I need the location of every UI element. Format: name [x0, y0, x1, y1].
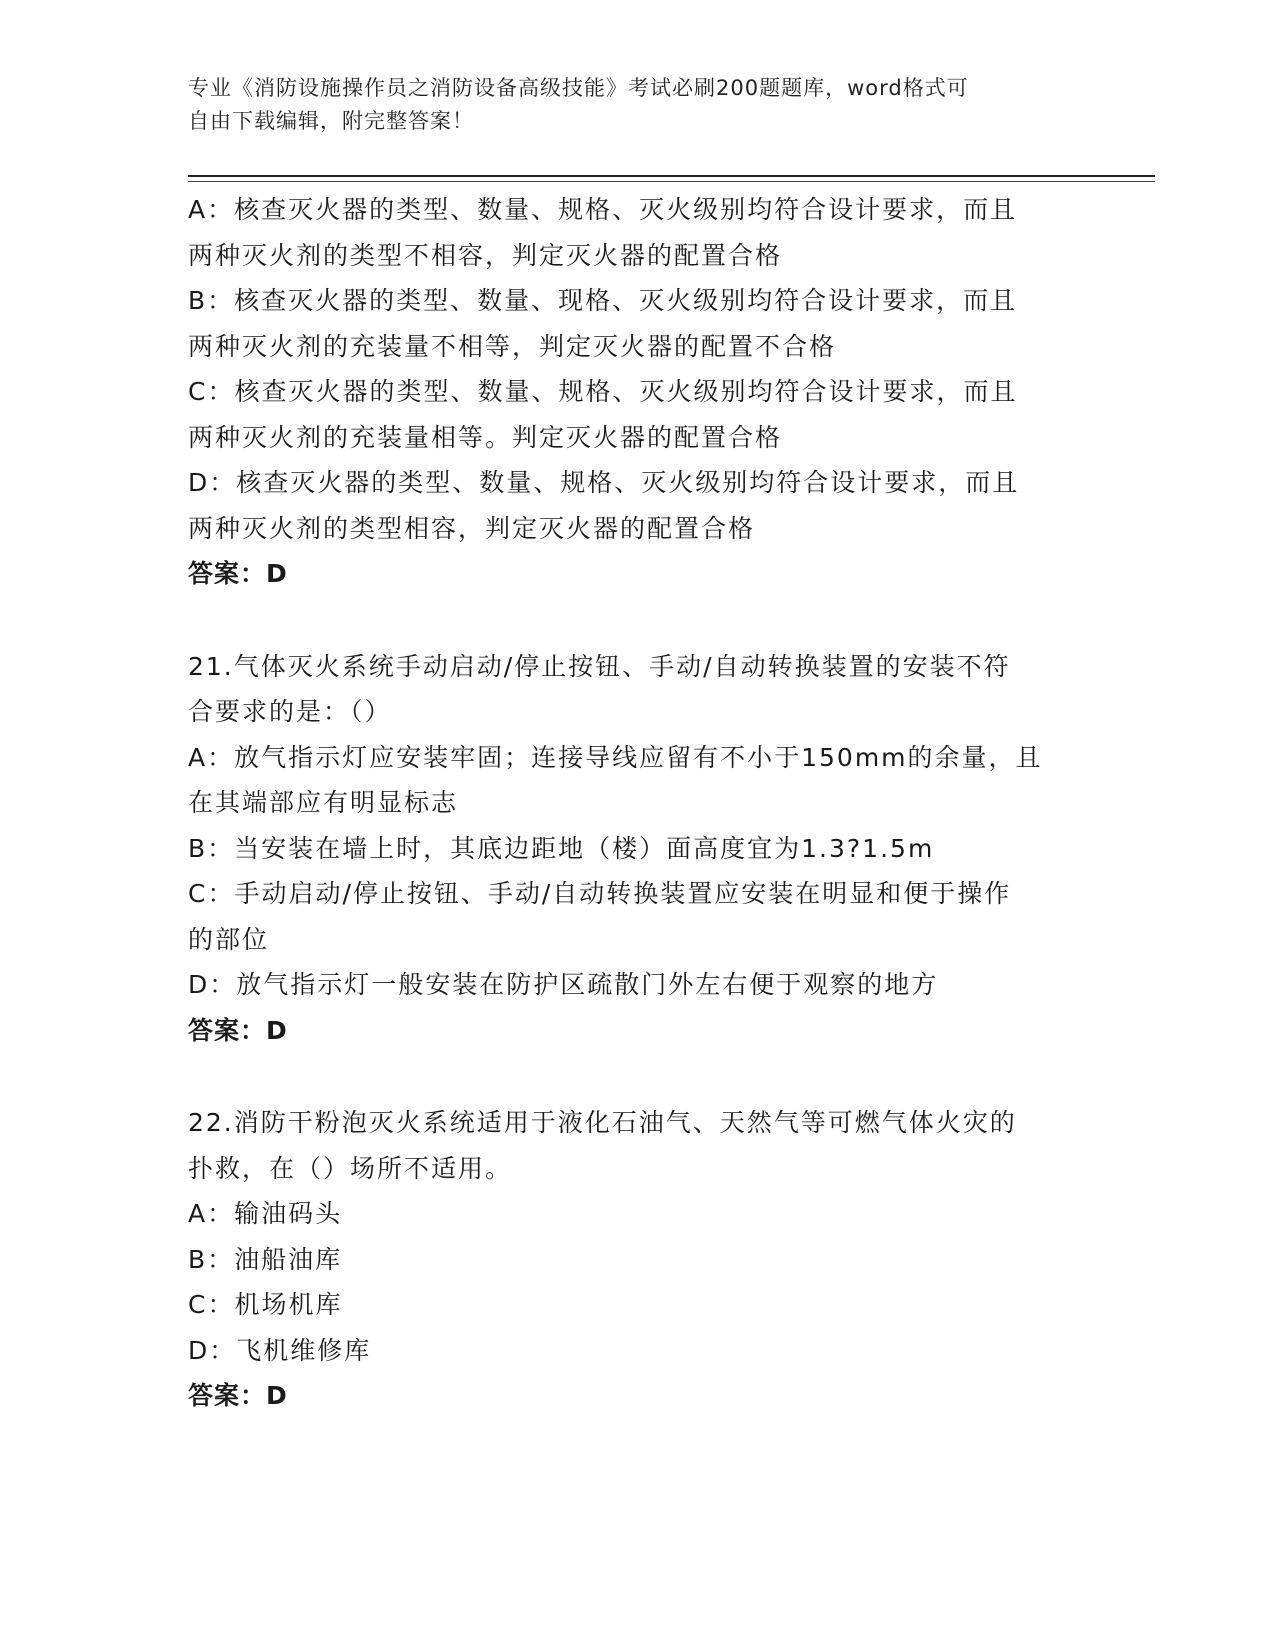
- option-c-line-2: 两种灭火剂的充装量相等。判定灭火器的配置合格: [188, 422, 783, 452]
- header-line-1: 专业《消防设施操作员之消防设备高级技能》考试必刷200题题库，word格式可: [188, 76, 969, 100]
- option-a: A：输油码头: [188, 1199, 343, 1228]
- option-b-line-2: 两种灭火剂的充装量不相等，判定灭火器的配置不合格: [188, 331, 837, 361]
- answer-line: 答案：D: [188, 1381, 288, 1410]
- option-a-line-2: 在其端部应有明显标志: [188, 788, 459, 817]
- option-d: [188, 460, 1078, 551]
- question-stem-line-1: 22.消防干粉泡灭火系统适用于液化石油气、天然气等可燃气体火灾的: [188, 1108, 1017, 1137]
- option-b-line-1: B：当安装在墙上时，其底边距地（楼）面高度宜为1.3?1.5m: [188, 833, 935, 863]
- option-b: B：油船油库: [188, 1244, 343, 1274]
- document-header: [188, 72, 1068, 138]
- header-rule-thin: [188, 181, 1155, 182]
- question-stem: [188, 1100, 1078, 1191]
- question-stem: [188, 644, 1078, 735]
- option-d: [188, 962, 1078, 1008]
- answer-line: 答案：D: [188, 559, 288, 588]
- header-line-2: 自由下载编辑，附完整答案！: [188, 109, 474, 133]
- question-21: [188, 644, 1078, 1054]
- option-c: [188, 871, 1078, 962]
- option-a-line-1: A：放气指示灯应安装牢固；连接导线应留有不小于150mm的余量，且: [188, 742, 1043, 772]
- option-a-line-1: A：核查灭火器的类型、数量、规格、灭火级别均符合设计要求，而且: [188, 195, 1018, 224]
- spacer: [188, 1053, 1078, 1100]
- question-stem-line-1: 21.气体灭火系统手动启动/停止按钮、手动/自动转换装置的安装不符: [188, 651, 1011, 681]
- option-c: C：机场机库: [188, 1290, 343, 1319]
- option-c-line-1: C：核查灭火器的类型、数量、规格、灭火级别均符合设计要求，而且: [188, 377, 1018, 406]
- spacer: [188, 597, 1078, 644]
- option-b-line-1: B：核查灭火器的类型、数量、现格、灭火级别均符合设计要求，而且: [188, 286, 1018, 315]
- option-a-line-2: 两种灭火剂的类型不相容，判定灭火器的配置合格: [188, 240, 783, 270]
- option-a: [188, 187, 1078, 278]
- option-a: [188, 735, 1078, 826]
- header-rule-thick: [188, 175, 1155, 177]
- prev-question: [188, 187, 1078, 597]
- question-content: [188, 187, 1078, 1419]
- option-d-line-1: D：核查灭火器的类型、数量、规格、灭火级别均符合设计要求，而且: [188, 468, 1020, 497]
- option-d-line-2: 两种灭火剂的类型相容，判定灭火器的配置合格: [188, 513, 756, 543]
- option-c-line-2: 的部位: [188, 924, 270, 954]
- question-stem-line-2: 合要求的是：（）: [188, 697, 392, 726]
- option-d-line-1: D：放气指示灯一般安装在防护区疏散门外左右便于观察的地方: [188, 970, 939, 999]
- option-c: [188, 369, 1078, 460]
- option-c-line-1: C：手动启动/停止按钮、手动/自动转换装置应安装在明显和便于操作: [188, 879, 1012, 908]
- question-22: [188, 1100, 1078, 1419]
- option-d: D：飞机维修库: [188, 1335, 372, 1365]
- question-stem-line-2: 扑救，在（）场所不适用。: [188, 1153, 513, 1183]
- option-b: [188, 826, 1078, 872]
- option-b: [188, 278, 1078, 369]
- answer-line: 答案：D: [188, 1015, 288, 1045]
